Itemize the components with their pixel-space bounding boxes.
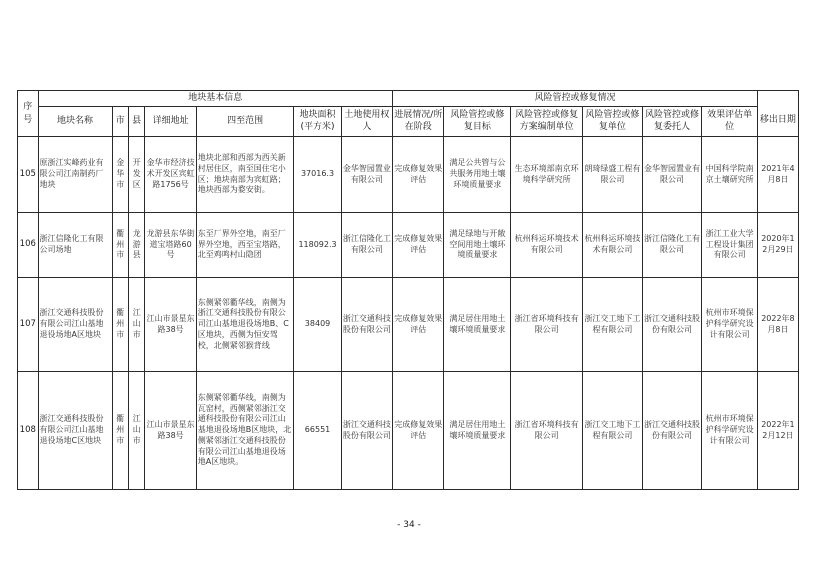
col-header-county: 县 <box>128 107 144 137</box>
cell-city: 衢州市 <box>112 278 128 372</box>
col-header-eval-unit: 效果评估单 位 <box>702 107 758 137</box>
cell-repair-unit: 浙江交工地下工程有限公司 <box>583 278 643 372</box>
col-header-area: 地块面积 (平方米) <box>294 107 341 137</box>
column-header-row <box>18 107 799 137</box>
cell-stage: 完成修复效果评估 <box>393 137 444 213</box>
site-removal-table <box>17 90 799 490</box>
col-header-name: 地块名称 <box>38 107 112 137</box>
cell-plan-unit: 浙江省环境科技有限公司 <box>511 278 583 372</box>
cell-eval-unit: 浙江工业大学工程设计集团有限公司 <box>702 213 758 278</box>
cell-seq: 106 <box>18 213 39 278</box>
cell-plan-unit: 杭州科运环境技术有限公司 <box>511 213 583 278</box>
cell-entrust: 金华智园置业有限公司 <box>642 137 702 213</box>
cell-remove-date: 2022年8月8日 <box>757 278 798 372</box>
col-header-target: 风险管控或修 复目标 <box>444 107 511 137</box>
cell-remove-date: 2021年4月8日 <box>757 137 798 213</box>
cell-eval-unit: 中国科学院南京土壤研究所 <box>702 137 758 213</box>
cell-area: 118092.3 <box>294 213 341 278</box>
cell-owner: 金华智园置业有限公司 <box>341 137 392 213</box>
cell-name: 浙江交通科技股份有限公司江山基地退役场地A区地块 <box>38 278 112 372</box>
cell-target: 满足居住用地土壤环境质量要求 <box>444 278 511 372</box>
cell-entrust: 浙江交通科技股份有限公司 <box>642 278 702 372</box>
page-number: - 34 - <box>397 520 421 530</box>
cell-owner: 浙江交通科技股份有限公司 <box>341 372 392 490</box>
col-header-owner: 土地使用权 人 <box>341 107 392 137</box>
col-header-boundary: 四至范围 <box>196 107 294 137</box>
cell-repair-unit: 朗琦绿盛工程有限公司 <box>583 137 643 213</box>
group-header-row <box>18 91 799 107</box>
cell-city: 金华市 <box>112 137 128 213</box>
cell-seq: 108 <box>18 372 39 490</box>
cell-stage: 完成修复效果评估 <box>393 278 444 372</box>
cell-owner: 浙江交通科技股份有限公司 <box>341 278 392 372</box>
cell-boundary: 东侧紧邻衢华线，南侧为浙江交通科技股份有限公司江山基地退役场地B、C区地块，西侧为恒安驾校，北侧紧邻猴背线 <box>196 278 294 372</box>
cell-area: 66551 <box>294 372 341 490</box>
cell-address: 江山市景星东路38号 <box>145 372 196 490</box>
table-row <box>18 213 799 278</box>
cell-address: 金华市经济技术开发区宾虹路1756号 <box>145 137 196 213</box>
table-row <box>18 278 799 372</box>
col-header-remove-date: 移出日期 <box>757 107 798 137</box>
cell-eval-unit: 杭州市环境保护科学研究设计有限公司 <box>702 372 758 490</box>
cell-address: 龙游县东华街道宝塔路60号 <box>145 213 196 278</box>
cell-owner: 浙江信隆化工有限公司 <box>341 213 392 278</box>
col-header-entrust: 风险管控或修 复委托人 <box>642 107 702 137</box>
cell-county: 开发区 <box>128 137 144 213</box>
table-row <box>18 372 799 490</box>
cell-boundary: 东侧紧邻衢华线，南侧为瓦窑村，西侧紧邻浙江交通科技股份有限公司江山基地退役场地B区地块，北侧紧邻浙江交通科技股份有限公司江山基地退役场地A区地块。 <box>196 372 294 490</box>
cell-name: 浙江交通科技股份有限公司江山基地退役场地C区地块 <box>38 372 112 490</box>
col-header-plan-unit: 风险管控或修复 方案编制单位 <box>511 107 583 137</box>
cell-city: 衢州市 <box>112 372 128 490</box>
table-row <box>18 137 799 213</box>
cell-county: 龙游县 <box>128 213 144 278</box>
cell-entrust: 浙江交通科技股份有限公司 <box>642 372 702 490</box>
cell-target: 满足公共管与公共服务用地土壤环境质量要求 <box>444 137 511 213</box>
cell-boundary: 东至厂界外空地，南至厂界外空地，西至宝塔路，北至鸡鸣村山隐团 <box>196 213 294 278</box>
cell-stage: 完成修复效果评估 <box>393 213 444 278</box>
cell-seq: 105 <box>18 137 39 213</box>
col-header-address: 详细地址 <box>145 107 196 137</box>
cell-county: 江山市 <box>128 278 144 372</box>
cell-eval-unit: 杭州市环境保护科学研究设计有限公司 <box>702 278 758 372</box>
cell-remove-date: 2020年12月29日 <box>757 213 798 278</box>
cell-area: 37016.3 <box>294 137 341 213</box>
cell-name: 原浙江实峰药业有限公司江南制药厂地块 <box>38 137 112 213</box>
cell-boundary: 地块北部和西部为西关新村居住区，南至国住宅小区；地块南部为宾虹路；地块西部为婺安街。 <box>196 137 294 213</box>
cell-repair-unit: 杭州科运环境技术有限公司 <box>583 213 643 278</box>
cell-entrust: 浙江信隆化工有限公司 <box>642 213 702 278</box>
col-header-stage: 进展情况/所 在阶段 <box>393 107 444 137</box>
cell-plan-unit: 浙江省环境科技有限公司 <box>511 372 583 490</box>
cell-seq: 107 <box>18 278 39 372</box>
col-header-city: 市 <box>112 107 128 137</box>
group-header-risk: 风险管控或修复情况 <box>393 91 758 107</box>
cell-remove-date: 2022年12月12日 <box>757 372 798 490</box>
col-header-repair-unit: 风险管控或修 复单位 <box>583 107 643 137</box>
group-header-basic: 地块基本信息 <box>38 91 393 107</box>
cell-plan-unit: 生态环境部南京环境科学研究所 <box>511 137 583 213</box>
cell-target: 满足绿地与开敞空间用地土壤环境质量要求 <box>444 213 511 278</box>
cell-area: 38409 <box>294 278 341 372</box>
col-header-seq: 序号 <box>18 91 39 137</box>
cell-name: 浙江信隆化工有限公司场地 <box>38 213 112 278</box>
cell-stage: 完成修复效果评估 <box>393 372 444 490</box>
cell-city: 衢州市 <box>112 213 128 278</box>
cell-target: 满足居住用地土壤环境质量要求 <box>444 372 511 490</box>
cell-county: 江山市 <box>128 372 144 490</box>
cell-repair-unit: 浙江交工地下工程有限公司 <box>583 372 643 490</box>
cell-address: 江山市景星东路38号 <box>145 278 196 372</box>
